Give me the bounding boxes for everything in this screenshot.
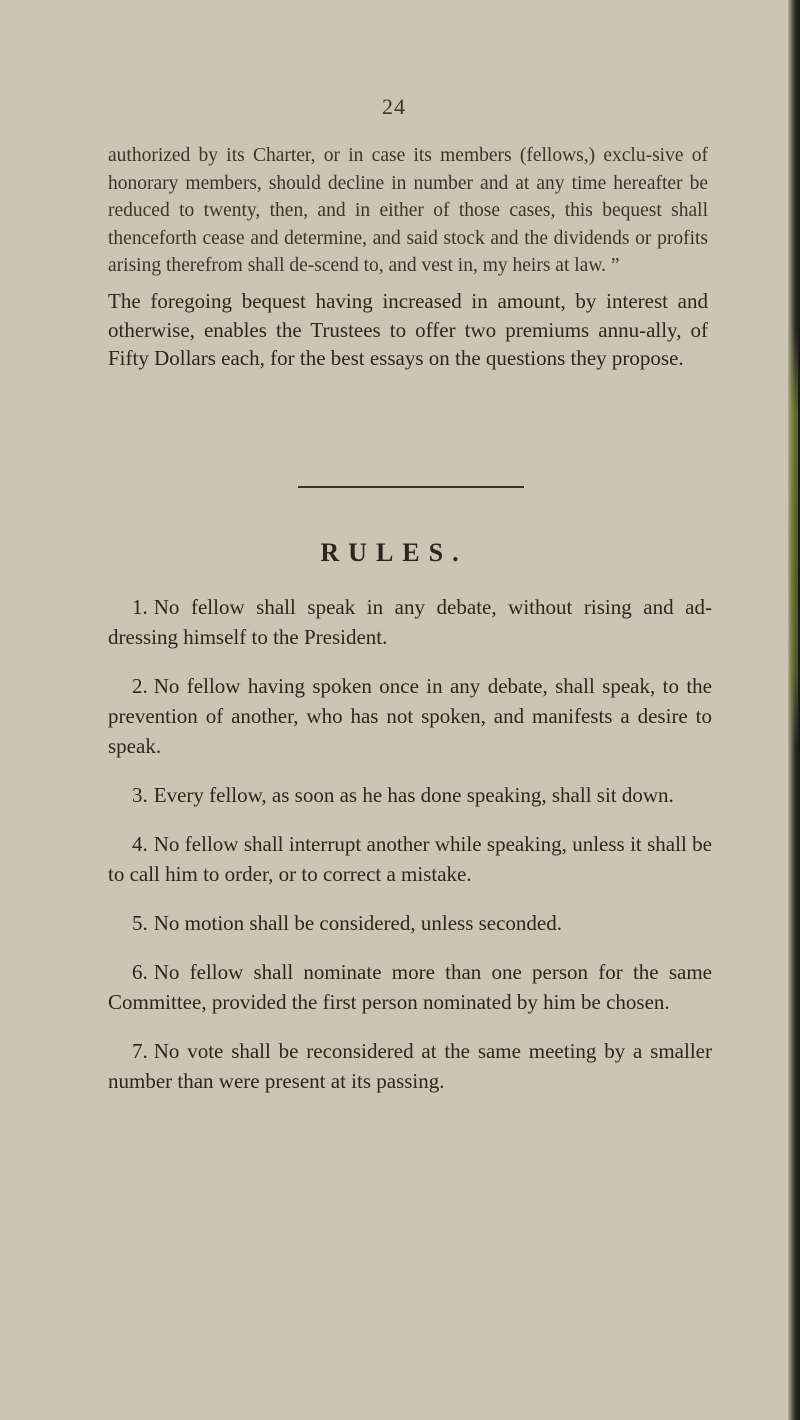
rule-item bbox=[108, 829, 712, 889]
rule-number: 5. bbox=[132, 911, 148, 935]
section-divider bbox=[298, 486, 524, 488]
rule-text: No fellow shall speak in any debate, without rising and ad-dressing himself to the President. bbox=[108, 595, 712, 649]
rule-text: No fellow having spoken once in any debate, shall speak, to the prevention of another, who has not spoken, and manifests a desire to speak. bbox=[108, 674, 712, 758]
rule-number: 2. bbox=[132, 674, 148, 698]
bequest-paragraph: authorized by its Charter, or in case its members (fellows,) exclu-sive of honorary members, should decline in number and at any time hereafter be reduced to twenty, then, and in either of those cases, this bequest shall thenceforth cease and determine, and said stock and the dividends or profits arising therefrom shall de-scend to, and vest in, my heirs at law. ” bbox=[108, 145, 708, 276]
rule-item bbox=[108, 908, 712, 938]
rule-number: 1. bbox=[132, 595, 148, 619]
premiums-paragraph: The foregoing bequest having increased in amount, by interest and otherwise, enables the Trustees to offer two premiums annu-ally, of Fifty Dollars each, for the best essays on the questions they propose. bbox=[108, 289, 708, 370]
spine-discoloration bbox=[790, 330, 798, 750]
rule-text: Every fellow, as soon as he has done speaking, shall sit down. bbox=[153, 783, 674, 807]
rule-item bbox=[108, 780, 712, 810]
rule-number: 6. bbox=[132, 960, 148, 984]
rule-number: 4. bbox=[132, 832, 148, 856]
page-number: 24 bbox=[382, 94, 406, 119]
rule-number: 7. bbox=[132, 1039, 148, 1063]
rule-text: No vote shall be reconsidered at the same meeting by a smaller number than were present at its passing. bbox=[108, 1039, 712, 1093]
rules-list bbox=[108, 592, 712, 1115]
rule-text: No motion shall be considered, unless seconded. bbox=[153, 911, 562, 935]
rules-heading: RULES. bbox=[320, 538, 468, 567]
rule-text: No fellow shall nominate more than one person for the same Committee, provided the first person nominated by him be chosen. bbox=[108, 960, 712, 1014]
rule-number: 3. bbox=[132, 783, 148, 807]
rule-item bbox=[108, 592, 712, 652]
rule-text: No fellow shall interrupt another while speaking, unless it shall be to call him to order, or to correct a mistake. bbox=[108, 832, 712, 886]
book-spine-edge bbox=[788, 0, 800, 1420]
rule-item bbox=[108, 671, 712, 761]
rule-item bbox=[108, 957, 712, 1017]
rule-item bbox=[108, 1036, 712, 1096]
